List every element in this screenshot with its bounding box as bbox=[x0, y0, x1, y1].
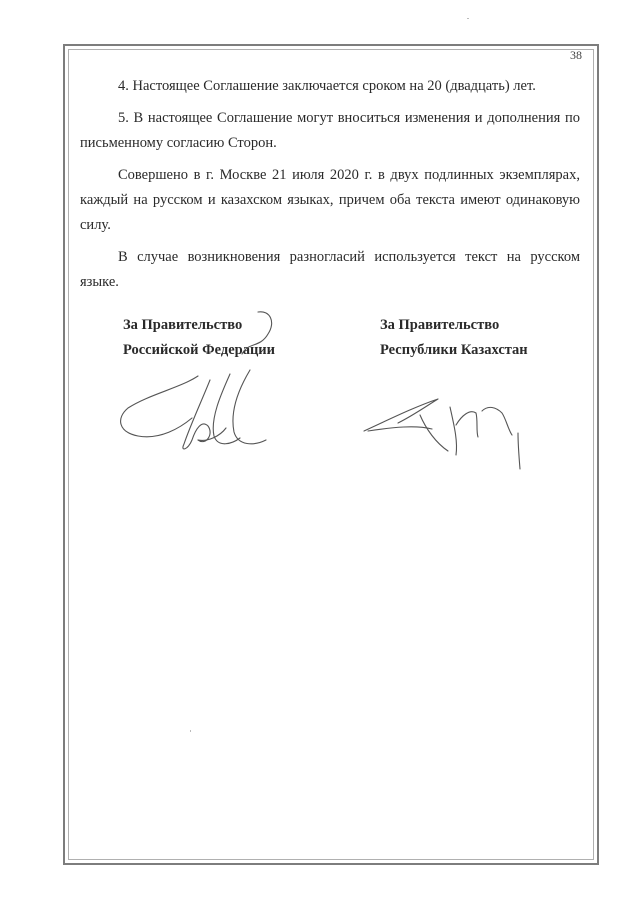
paragraph-amendments: 5. В настоящее Соглашение могут вноситься изменения и дополнения по письменному согласию Сторон. bbox=[80, 110, 580, 151]
signatory-kazakhstan bbox=[380, 313, 528, 363]
paragraph-discrepancies: В случае возникновения разногласий используется текст на русском языке. bbox=[80, 249, 580, 290]
signatory-russia-line1: За Правительство bbox=[123, 317, 243, 333]
page-number: 38 bbox=[570, 48, 582, 62]
signature-kazakhstan bbox=[358, 385, 528, 475]
paragraph-done-at: Совершено в г. Москве 21 июля 2020 г. в двух подлинных экземплярах, каждый на русском и казахском языках, причем оба текста имеют одинаковую силу. bbox=[80, 167, 580, 233]
signatory-kazakhstan-line2: Республики Казахстан bbox=[380, 342, 528, 358]
signatory-russia-line2: Российской Федерации bbox=[123, 342, 276, 358]
signature-russia bbox=[110, 300, 290, 460]
agreement-text bbox=[80, 74, 580, 302]
paragraph-term: 4. Настоящее Соглашение заключается сроком на 20 (двадцать) лет. bbox=[118, 78, 536, 94]
signatory-kazakhstan-line1: За Правительство bbox=[380, 317, 500, 333]
scan-speck bbox=[467, 18, 469, 19]
scan-speck bbox=[190, 730, 191, 732]
